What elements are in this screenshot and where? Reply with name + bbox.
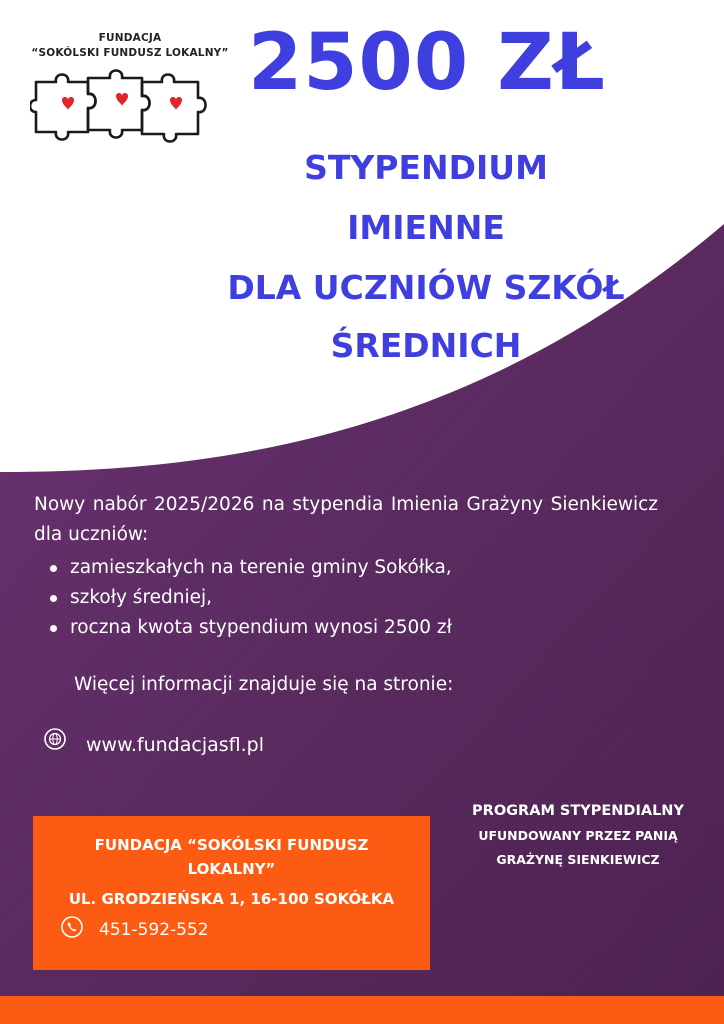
headline-line3: DLA UCZNIÓW SZKÓŁ <box>227 268 625 307</box>
list-item-text: szkoły średniej, <box>70 587 213 608</box>
list-item <box>34 613 674 643</box>
contact-box <box>33 816 430 970</box>
headline-line1: STYPENDIUM <box>304 148 548 187</box>
phone-number[interactable]: 451-592-552 <box>99 920 209 940</box>
foundation-logo <box>30 28 230 148</box>
logo-name-line2: “SOKÓLSKI FUNDUSZ LOKALNY” <box>31 47 229 59</box>
website-link[interactable]: www.fundacjasfl.pl <box>86 734 265 756</box>
list-item-text: zamieszkałych na terenie gminy Sokółka, <box>70 557 452 578</box>
bullet-icon <box>50 565 57 572</box>
bullet-icon <box>50 625 57 632</box>
headline-line4: ŚREDNICH <box>330 326 522 365</box>
more-info-text: Więcej informacji znajduje się na stronie: <box>74 674 454 695</box>
phone-icon <box>61 916 83 938</box>
program-info <box>440 798 716 872</box>
bullet-icon <box>50 595 57 602</box>
contact-line2: LOKALNY” <box>187 860 276 878</box>
globe-icon <box>44 728 66 750</box>
scholarship-amount: 2500 ZŁ <box>248 18 606 108</box>
program-line2: UFUNDOWANY PRZEZ PANIĄ <box>478 828 678 843</box>
eligibility-list <box>34 553 674 643</box>
program-line3: GRAŻYNĘ SIENKIEWICZ <box>496 852 660 867</box>
contact-line1: FUNDACJA “SOKÓLSKI FUNDUSZ <box>94 836 369 854</box>
list-item <box>34 553 674 583</box>
intro-text: Nowy nabór 2025/2026 na stypendia Imienia Grażyny Sienkiewicz dla uczniów: <box>34 494 658 545</box>
list-item-text: roczna kwota stypendium wynosi 2500 zł <box>70 617 452 638</box>
list-item <box>34 583 674 613</box>
program-line1: PROGRAM STYPENDIALNY <box>472 803 684 819</box>
bottom-orange-bar <box>0 996 724 1024</box>
logo-name-line1: FUNDACJA <box>98 32 162 44</box>
headline-line2: IMIENNE <box>347 208 505 247</box>
puzzle-hearts-icon <box>30 64 230 148</box>
contact-address: UL. GRODZIEŃSKA 1, 16-100 SOKÓŁKA <box>68 890 395 908</box>
